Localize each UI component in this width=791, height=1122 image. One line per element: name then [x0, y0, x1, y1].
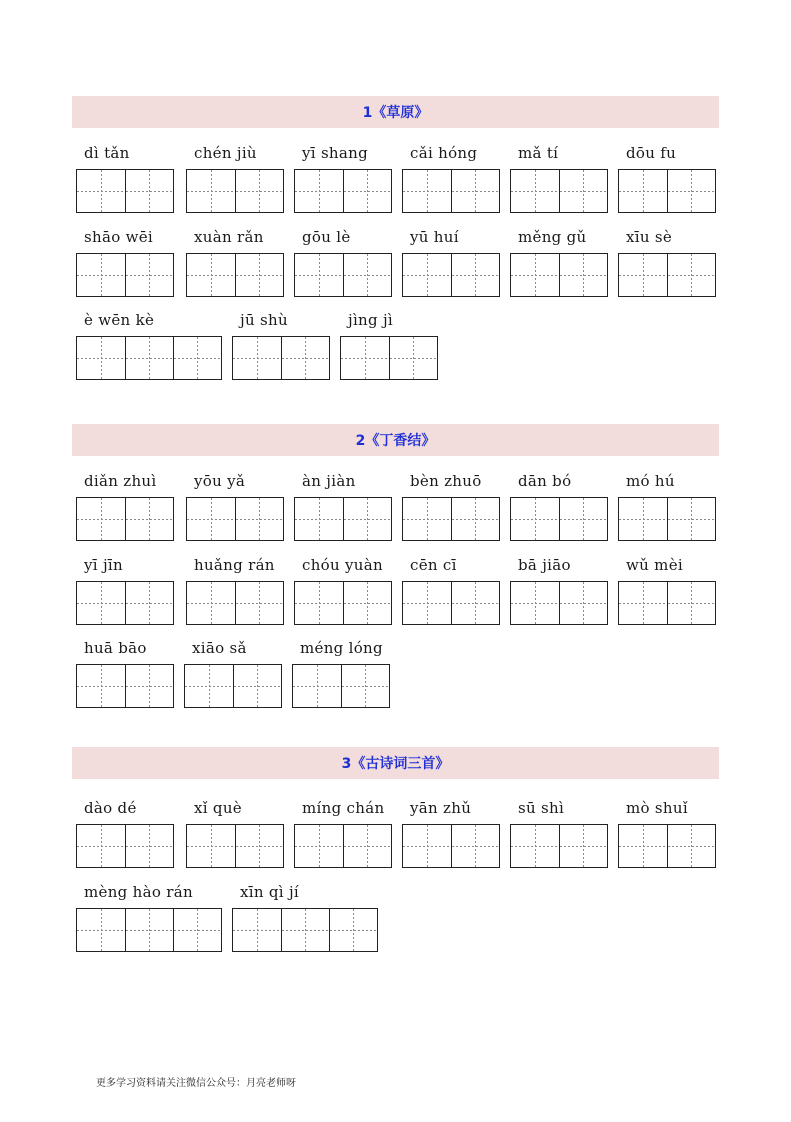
writing-grid[interactable] [232, 908, 378, 952]
tianzige-cell[interactable] [667, 254, 715, 296]
vocab-item [76, 144, 172, 211]
pinyin-label: è wēn kè [84, 311, 155, 329]
vocab-item [402, 556, 498, 623]
tianzige-cell[interactable] [233, 337, 281, 379]
tianzige-cell[interactable] [125, 909, 173, 951]
vocab-item [294, 799, 390, 866]
pinyin-label: àn jiàn [302, 472, 356, 490]
writing-grid[interactable] [76, 169, 174, 213]
vocab-item [186, 472, 282, 539]
writing-grid[interactable] [294, 253, 392, 297]
tianzige-cell[interactable] [295, 582, 343, 624]
vocab-item [76, 883, 220, 950]
tianzige-cell[interactable] [511, 582, 559, 624]
pinyin-label: xīu sè [626, 228, 673, 246]
pinyin-label: xīn qì jí [240, 883, 300, 901]
vocab-item [402, 144, 498, 211]
writing-grid[interactable] [618, 824, 716, 868]
writing-grid[interactable] [618, 169, 716, 213]
tianzige-cell[interactable] [235, 170, 283, 212]
pinyin-label: bèn zhuō [410, 472, 482, 490]
vocab-item [402, 228, 498, 295]
tianzige-cell[interactable] [451, 498, 499, 540]
tianzige-cell[interactable] [173, 909, 221, 951]
tianzige-cell[interactable] [77, 825, 125, 867]
pinyin-label: dōu fu [626, 144, 677, 162]
vocab-item [618, 144, 714, 211]
pinyin-label: yū huí [410, 228, 459, 246]
vocab-item [294, 228, 390, 295]
vocab-item [510, 799, 606, 866]
tianzige-cell[interactable] [295, 170, 343, 212]
tianzige-cell[interactable] [187, 498, 235, 540]
writing-grid[interactable] [618, 581, 716, 625]
tianzige-cell[interactable] [125, 665, 173, 707]
tianzige-cell[interactable] [451, 825, 499, 867]
pinyin-label: mǎ tí [518, 144, 559, 162]
pinyin-label: dào dé [84, 799, 137, 817]
tianzige-cell[interactable] [187, 825, 235, 867]
vocab-item [510, 144, 606, 211]
pinyin-label: chóu yuàn [302, 556, 383, 574]
writing-grid[interactable] [618, 253, 716, 297]
writing-grid[interactable] [294, 169, 392, 213]
writing-grid[interactable] [76, 908, 222, 952]
writing-grid[interactable] [76, 253, 174, 297]
writing-grid[interactable] [402, 497, 500, 541]
pinyin-label: xuàn rǎn [194, 228, 264, 246]
tianzige-cell[interactable] [389, 337, 437, 379]
tianzige-cell[interactable] [187, 254, 235, 296]
writing-grid[interactable] [510, 169, 608, 213]
tianzige-cell[interactable] [125, 254, 173, 296]
tianzige-cell[interactable] [403, 582, 451, 624]
tianzige-cell[interactable] [343, 582, 391, 624]
tianzige-cell[interactable] [511, 254, 559, 296]
tianzige-cell[interactable] [559, 170, 607, 212]
tianzige-cell[interactable] [125, 582, 173, 624]
tianzige-cell[interactable] [233, 909, 281, 951]
vocab-item [76, 639, 172, 706]
writing-grid[interactable] [76, 664, 174, 708]
pinyin-label: yān zhǔ [410, 799, 472, 817]
tianzige-cell[interactable] [281, 909, 329, 951]
tianzige-cell[interactable] [343, 170, 391, 212]
writing-grid[interactable] [402, 169, 500, 213]
tianzige-cell[interactable] [125, 337, 173, 379]
vocab-item [186, 144, 282, 211]
vocab-item [402, 799, 498, 866]
writing-grid[interactable] [510, 253, 608, 297]
writing-grid[interactable] [292, 664, 390, 708]
tianzige-cell[interactable] [281, 337, 329, 379]
tianzige-cell[interactable] [559, 582, 607, 624]
writing-grid[interactable] [402, 581, 500, 625]
writing-grid[interactable] [232, 336, 330, 380]
vocab-item [76, 311, 220, 378]
writing-grid[interactable] [402, 824, 500, 868]
tianzige-cell[interactable] [77, 170, 125, 212]
vocab-item [184, 639, 280, 706]
tianzige-cell[interactable] [403, 498, 451, 540]
tianzige-cell[interactable] [403, 170, 451, 212]
pinyin-label: shāo wēi [84, 228, 154, 246]
pinyin-label: xǐ què [194, 799, 242, 817]
tianzige-cell[interactable] [667, 825, 715, 867]
tianzige-cell[interactable] [125, 170, 173, 212]
tianzige-cell[interactable] [295, 825, 343, 867]
pinyin-label: dì tǎn [84, 144, 130, 162]
tianzige-cell[interactable] [619, 498, 667, 540]
tianzige-cell[interactable] [235, 825, 283, 867]
tianzige-cell[interactable] [187, 170, 235, 212]
tianzige-cell[interactable] [185, 665, 233, 707]
vocab-item [402, 472, 498, 539]
tianzige-cell[interactable] [293, 665, 341, 707]
tianzige-cell[interactable] [619, 170, 667, 212]
tianzige-cell[interactable] [343, 825, 391, 867]
writing-grid[interactable] [510, 581, 608, 625]
tianzige-cell[interactable] [403, 254, 451, 296]
tianzige-cell[interactable] [233, 665, 281, 707]
vocab-item [510, 556, 606, 623]
vocab-item [186, 556, 282, 623]
section-header-band [72, 96, 719, 128]
tianzige-cell[interactable] [77, 909, 125, 951]
tianzige-cell[interactable] [125, 825, 173, 867]
pinyin-label: sū shì [518, 799, 565, 817]
pinyin-label: huā bāo [84, 639, 147, 657]
vocab-item [292, 639, 388, 706]
vocab-item [232, 883, 376, 950]
pinyin-label: chén jiù [194, 144, 257, 162]
vocab-item [618, 556, 714, 623]
vocab-item [510, 472, 606, 539]
pinyin-label: yī shang [302, 144, 369, 162]
vocab-item [294, 472, 390, 539]
tianzige-cell[interactable] [343, 254, 391, 296]
pinyin-label: bā jiāo [518, 556, 571, 574]
tianzige-cell[interactable] [77, 337, 125, 379]
writing-grid[interactable] [618, 497, 716, 541]
pinyin-label: xiāo sǎ [192, 639, 247, 657]
tianzige-cell[interactable] [619, 582, 667, 624]
vocab-item [186, 799, 282, 866]
writing-grid[interactable] [402, 253, 500, 297]
writing-grid[interactable] [294, 581, 392, 625]
vocab-item [618, 228, 714, 295]
writing-grid[interactable] [340, 336, 438, 380]
tianzige-cell[interactable] [403, 825, 451, 867]
pinyin-label: měng gǔ [518, 228, 587, 246]
tianzige-cell[interactable] [667, 582, 715, 624]
tianzige-cell[interactable] [619, 825, 667, 867]
tianzige-cell[interactable] [559, 825, 607, 867]
pinyin-label: yī jīn [84, 556, 123, 574]
tianzige-cell[interactable] [77, 498, 125, 540]
vocab-item [76, 799, 172, 866]
tianzige-cell[interactable] [667, 170, 715, 212]
tianzige-cell[interactable] [451, 254, 499, 296]
writing-grid[interactable] [294, 824, 392, 868]
vocab-item [76, 228, 172, 295]
footer-note: 更多学习资料请关注微信公众号：月亮老师呀 [96, 1078, 296, 1089]
writing-grid[interactable] [76, 581, 174, 625]
pinyin-label: mó hú [626, 472, 675, 490]
pinyin-label: huǎng rán [194, 556, 275, 574]
vocab-item [340, 311, 436, 378]
section-title: 3《古诗词三首》 [341, 756, 450, 772]
tianzige-cell[interactable] [343, 498, 391, 540]
tianzige-cell[interactable] [187, 582, 235, 624]
pinyin-label: méng lóng [300, 639, 383, 657]
tianzige-cell[interactable] [511, 498, 559, 540]
writing-grid[interactable] [184, 664, 282, 708]
pinyin-label: cǎi hóng [410, 144, 478, 162]
tianzige-cell[interactable] [235, 254, 283, 296]
pinyin-label: míng chán [302, 799, 385, 817]
pinyin-label: wǔ mèi [626, 556, 683, 574]
tianzige-cell[interactable] [667, 498, 715, 540]
tianzige-cell[interactable] [173, 337, 221, 379]
tianzige-cell[interactable] [295, 498, 343, 540]
vocab-item [618, 799, 714, 866]
vocab-item [76, 556, 172, 623]
tianzige-cell[interactable] [235, 498, 283, 540]
pinyin-label: dān bó [518, 472, 572, 490]
tianzige-cell[interactable] [619, 254, 667, 296]
pinyin-label: yōu yǎ [194, 472, 246, 490]
tianzige-cell[interactable] [125, 498, 173, 540]
section-title: 1《草原》 [362, 105, 429, 121]
pinyin-label: jìng jì [348, 311, 394, 329]
tianzige-cell[interactable] [329, 909, 377, 951]
tianzige-cell[interactable] [77, 254, 125, 296]
vocab-item [232, 311, 328, 378]
tianzige-cell[interactable] [559, 254, 607, 296]
tianzige-cell[interactable] [511, 825, 559, 867]
section-header-band [72, 747, 719, 779]
pinyin-label: cēn cī [410, 556, 457, 574]
section-title: 2《丁香结》 [355, 433, 436, 449]
vocab-item [76, 472, 172, 539]
pinyin-label: diǎn zhuì [84, 472, 157, 490]
tianzige-cell[interactable] [77, 665, 125, 707]
tianzige-cell[interactable] [451, 582, 499, 624]
writing-grid[interactable] [186, 824, 284, 868]
writing-grid[interactable] [186, 169, 284, 213]
tianzige-cell[interactable] [559, 498, 607, 540]
writing-grid[interactable] [76, 497, 174, 541]
tianzige-cell[interactable] [451, 170, 499, 212]
tianzige-cell[interactable] [77, 582, 125, 624]
vocab-item [186, 228, 282, 295]
tianzige-cell[interactable] [341, 665, 389, 707]
vocab-item [618, 472, 714, 539]
writing-grid[interactable] [76, 336, 222, 380]
pinyin-label: mò shuǐ [626, 799, 688, 817]
writing-grid[interactable] [186, 581, 284, 625]
writing-grid[interactable] [76, 824, 174, 868]
vocab-item [510, 228, 606, 295]
tianzige-cell[interactable] [341, 337, 389, 379]
tianzige-cell[interactable] [235, 582, 283, 624]
tianzige-cell[interactable] [511, 170, 559, 212]
writing-grid[interactable] [294, 497, 392, 541]
writing-grid[interactable] [510, 497, 608, 541]
writing-grid[interactable] [186, 497, 284, 541]
pinyin-label: gōu lè [302, 228, 351, 246]
tianzige-cell[interactable] [295, 254, 343, 296]
writing-grid[interactable] [186, 253, 284, 297]
writing-grid[interactable] [510, 824, 608, 868]
vocab-item [294, 556, 390, 623]
section-header-band [72, 424, 719, 456]
pinyin-label: jū shù [240, 311, 288, 329]
vocab-item [294, 144, 390, 211]
pinyin-label: mèng hào rán [84, 883, 193, 901]
